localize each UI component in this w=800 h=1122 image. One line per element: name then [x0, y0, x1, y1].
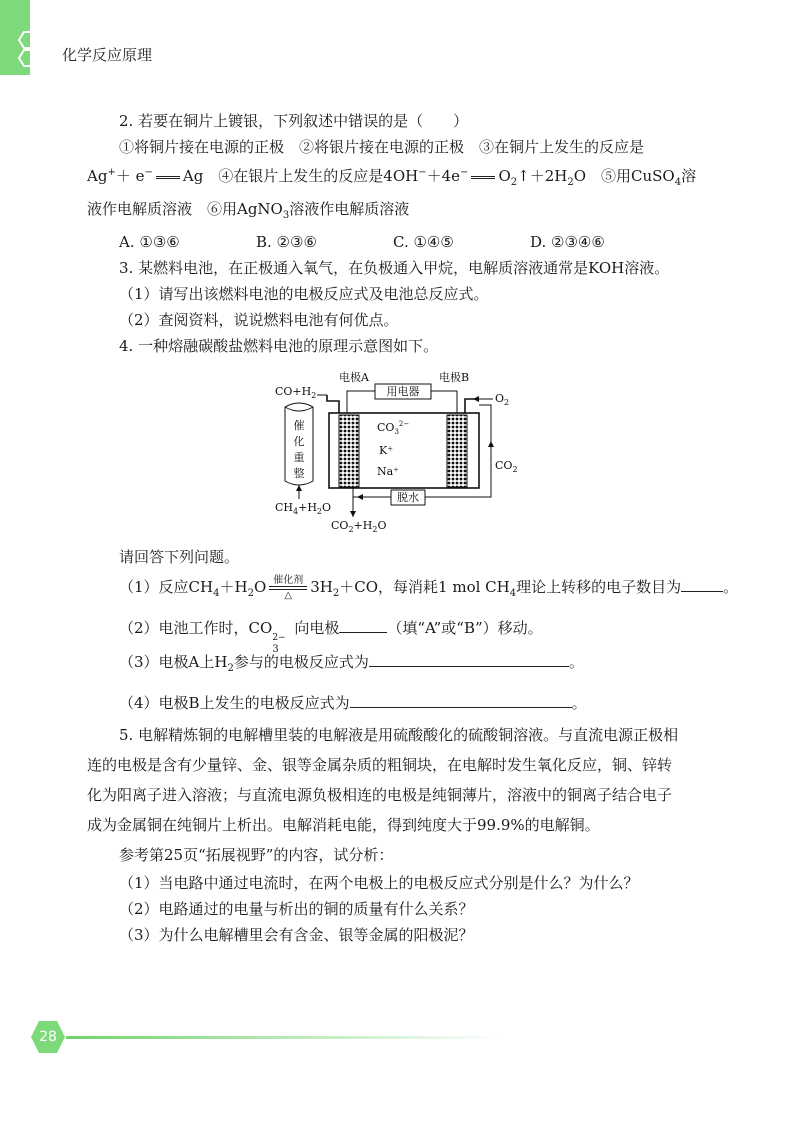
catalyst-heat-arrow: 催化剂 △ [269, 575, 307, 601]
carbonate-ion-label: $CO_3^{2-}$ [377, 420, 410, 436]
equals-arrow-icon [156, 176, 180, 179]
header-title: 化学反应原理 [62, 46, 153, 64]
footer-gradient-line [66, 1036, 506, 1039]
hexagon-logo-icon [10, 30, 60, 76]
q5-para-line1: 5. 电解精炼铜的电解槽里装的电解液是用硫酸酸化的硫酸铜溶液。与直流电源正极相 [119, 726, 679, 744]
dewater-label: 脱水 [397, 491, 419, 504]
electrode-a [339, 415, 359, 487]
q5-sub2: （2）电路通过的电量与析出的铜的质量有什么关系？ [119, 900, 474, 918]
q2-options-line2: Ag+＋ e− Ag ④在银片上发生的反应是4OH−＋4e− $O_2↑+2H_2O$ ⑤用CuSO$_4$溶 [87, 167, 697, 188]
o2-arrow-icon [473, 396, 479, 402]
answer-blank-2[interactable] [339, 616, 387, 633]
q4-stem: 4. 一种熔融碳酸盐燃料电池的原理示意图如下。 [119, 337, 439, 355]
fuel-cell-diagram [267, 369, 727, 538]
choice-c[interactable]: C. ①④⑤ [393, 233, 454, 251]
answer-blank-3[interactable] [369, 650, 569, 667]
co2-h2o-outlet-label: $CO_2+H_2O$ [331, 519, 387, 534]
answer-blank-4[interactable] [350, 691, 572, 708]
q4-prompt: 请回答下列问题。 [119, 548, 240, 566]
q4-sub2: （2）电池工作时，CO 2− 3 向电极 （填“A”或“B”）移动。 [87, 611, 727, 645]
reformer-char-2: 化 [293, 435, 305, 448]
ch4-h2o-label: $CH_4+H_2O$ [275, 501, 332, 516]
co2-recycle-label: $CO_2$ [495, 459, 518, 474]
na-ion-label: Na⁺ [377, 465, 399, 478]
choice-a[interactable]: A. ①③⑥ [119, 233, 180, 251]
reformer-char-3: 重 [293, 451, 305, 464]
inlet-co-h2-label: $CO+H_2$ [275, 385, 317, 400]
k-ion-label: K⁺ [379, 444, 394, 457]
q5-para-line4: 成为金属铜在纯铜片上析出。电解消耗电能，得到纯度大于99.9%的电解铜。 [87, 816, 600, 834]
outlet-arrow-icon [350, 511, 356, 517]
electrode-b [447, 415, 467, 487]
q5-para-line3: 化为阳离子进入溶液；与直流电源负极相连的电极是纯铜薄片，溶液中的铜离子结合电子 [87, 786, 673, 804]
q4-sub3: （3）电极A上$H_2$参与的电极反应式为 。 [87, 645, 727, 686]
reformer-char-1: 催 [293, 419, 305, 432]
answer-blank-1[interactable] [681, 575, 723, 592]
choice-b[interactable]: B. ②③⑥ [256, 233, 317, 251]
q3-sub1: （1）请写出该燃料电池的电极反应式及电池总反应式。 [119, 285, 489, 303]
recycle-arrow-icon [488, 441, 494, 447]
page-number: 28 [39, 1029, 57, 1045]
electrode-a-label: 电极A [339, 371, 369, 384]
page-content [87, 108, 739, 948]
left-arrow-icon [357, 494, 363, 500]
q5-sub3: （3）为什么电解槽里会有含金、银等金属的阳极泥？ [119, 926, 474, 944]
q4-sub1: （1）反应$CH_4+H_2O$ 催化剂 △ $3H_2+CO$，每消耗1 mol $CH_4$理论上转移的电子数目为 。 [119, 575, 739, 601]
q5-para-line2: 连的电极是含有少量锌、金、银等金属杂质的粗铜块，在电解时发生氧化反应，铜、锌转 [87, 756, 673, 774]
choice-d[interactable]: D. ②③④⑥ [530, 233, 605, 251]
q5-reference: 参考第25页“拓展视野”的内容，试分析： [119, 846, 394, 864]
q2-choices [87, 229, 727, 255]
electrode-b-label: 电极B [439, 371, 470, 384]
q2-stem: 2. 若要在铜片上镀银，下列叙述中错误的是（ ） [119, 112, 469, 130]
device-label: 用电器 [386, 385, 420, 398]
equals-arrow-icon [471, 176, 495, 179]
q2-options-line3: 液作电解质溶液 ⑥用AgNO$_3$溶液作电解质溶液 [87, 200, 410, 221]
q4-sub4: （4）电极B上发生的电极反应式为 。 [87, 686, 727, 720]
o2-label: $O_2$ [495, 392, 510, 407]
reformer-char-4: 整 [293, 467, 305, 480]
ch4-arrow-icon [296, 485, 302, 491]
q2-options-line1: ①将铜片接在电源的正极 ②将银片接在电源的正极 ③在铜片上发生的反应是 [119, 138, 645, 156]
q5-sub1: （1）当电路中通过电流时，在两个电极上的电极反应式分别是什么？为什么？ [119, 874, 639, 892]
q3-stem: 3. 某燃料电池，在正极通入氧气，在负极通入甲烷，电解质溶液通常是KOH溶液。 [119, 259, 670, 277]
q3-sub2: （2）查阅资料，说说燃料电池有何优点。 [119, 311, 399, 329]
